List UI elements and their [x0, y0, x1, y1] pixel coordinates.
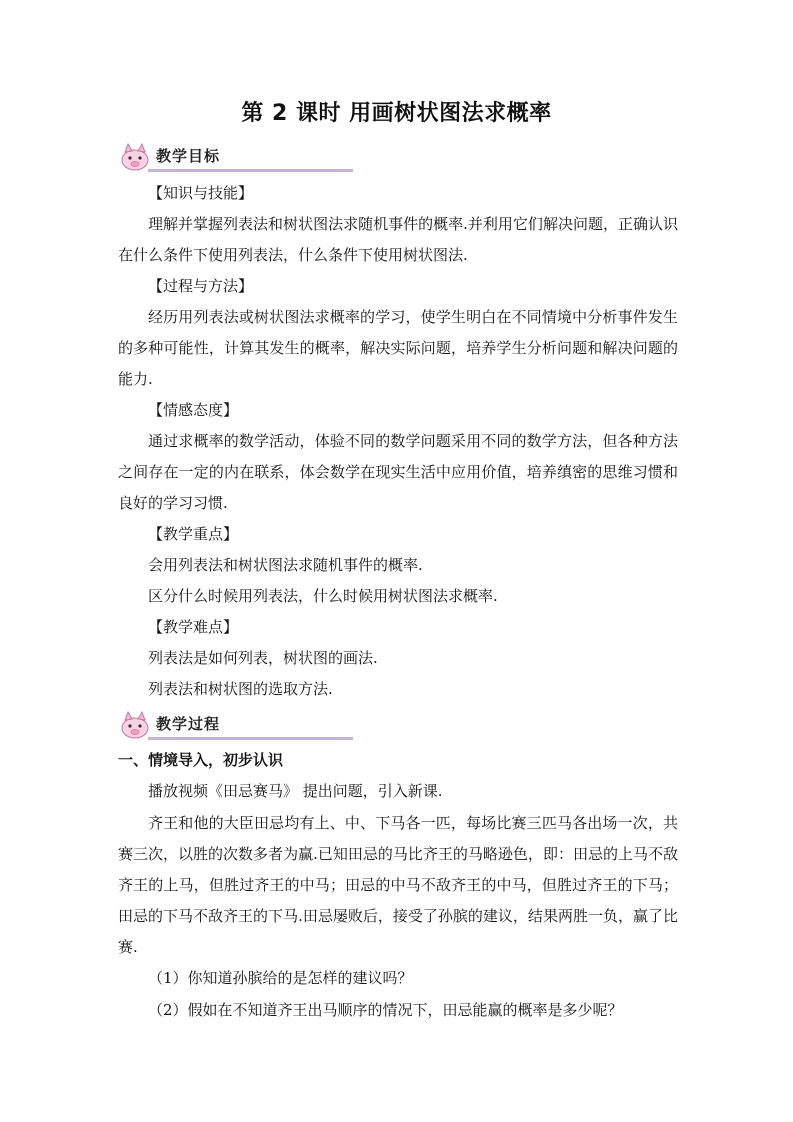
- badge-label: 教学目标: [156, 147, 221, 165]
- piglet-icon: [118, 710, 152, 740]
- text-difficulty-2: 列表法和树状图的选取方法.: [148, 680, 333, 698]
- question-1: （1）你知道孙膑给的是怎样的建议吗？: [148, 969, 413, 987]
- section-heading-situation: 一、情境导入，初步认识: [118, 751, 284, 769]
- question-2: （2）假如在不知道齐王出马顺序的情况下，田忌能赢的概率是多少呢？: [148, 1001, 623, 1019]
- badge-underline: [148, 737, 353, 740]
- page-title: 第 2 课时 用画树状图法求概率: [241, 101, 552, 126]
- text-attitude: 通过求概率的数学活动，体验不同的数学问题采用不同的数学方法，但各种方法之间存在一定的内在联系，体会数学在现实生活中应用价值，培养缜密的思维习惯和良好的学习习惯.: [118, 432, 678, 512]
- badge-label: 教学过程: [156, 715, 221, 733]
- text-knowledge: 理解并掌握列表法和树状图法求随机事件的概率.并利用它们解决问题，正确认识在什么条件下使用列表法，什么条件下使用树状图法.: [118, 215, 678, 264]
- text-key-point-2: 区分什么时候用列表法，什么时候用树状图法求概率.: [148, 587, 498, 605]
- text-key-point-1: 会用列表法和树状图法求随机事件的概率.: [148, 556, 423, 574]
- heading-knowledge: 【知识与技能】: [148, 184, 254, 202]
- heading-process-method: 【过程与方法】: [148, 277, 254, 295]
- section-badge-goals: [118, 142, 268, 172]
- heading-difficulties: 【教学难点】: [148, 618, 239, 636]
- heading-key-points: 【教学重点】: [148, 525, 239, 543]
- text-intro: 播放视频《田忌赛马》 提出问题，引入新课.: [148, 782, 443, 800]
- section-badge-process: [118, 710, 268, 740]
- text-difficulty-1: 列表法是如何列表，树状图的画法.: [148, 649, 378, 667]
- badge-underline: [148, 169, 353, 172]
- piglet-icon: [118, 142, 152, 172]
- heading-attitude: 【情感态度】: [148, 401, 239, 419]
- text-process-method: 经历用列表法或树状图法求概率的学习，使学生明白在不同情境中分析事件发生的多种可能性，计算其发生的概率，解决实际问题，培养学生分析问题和解决问题的能力.: [118, 308, 678, 388]
- text-story: 齐王和他的大臣田忌均有上、中、下马各一匹，每场比赛三匹马各出场一次，共赛三次，以胜的次数多者为赢.已知田忌的马比齐王的马略逊色，即：田忌的上马不敌齐王的上马，但胜过齐王的中马；田忌的中马不敌齐王的中马，但胜过齐王的下马；田忌的下马不敌齐王的下马.田忌屡败后，接受了孙膑的建议，结果两胜一负，赢了比赛.: [118, 814, 678, 956]
